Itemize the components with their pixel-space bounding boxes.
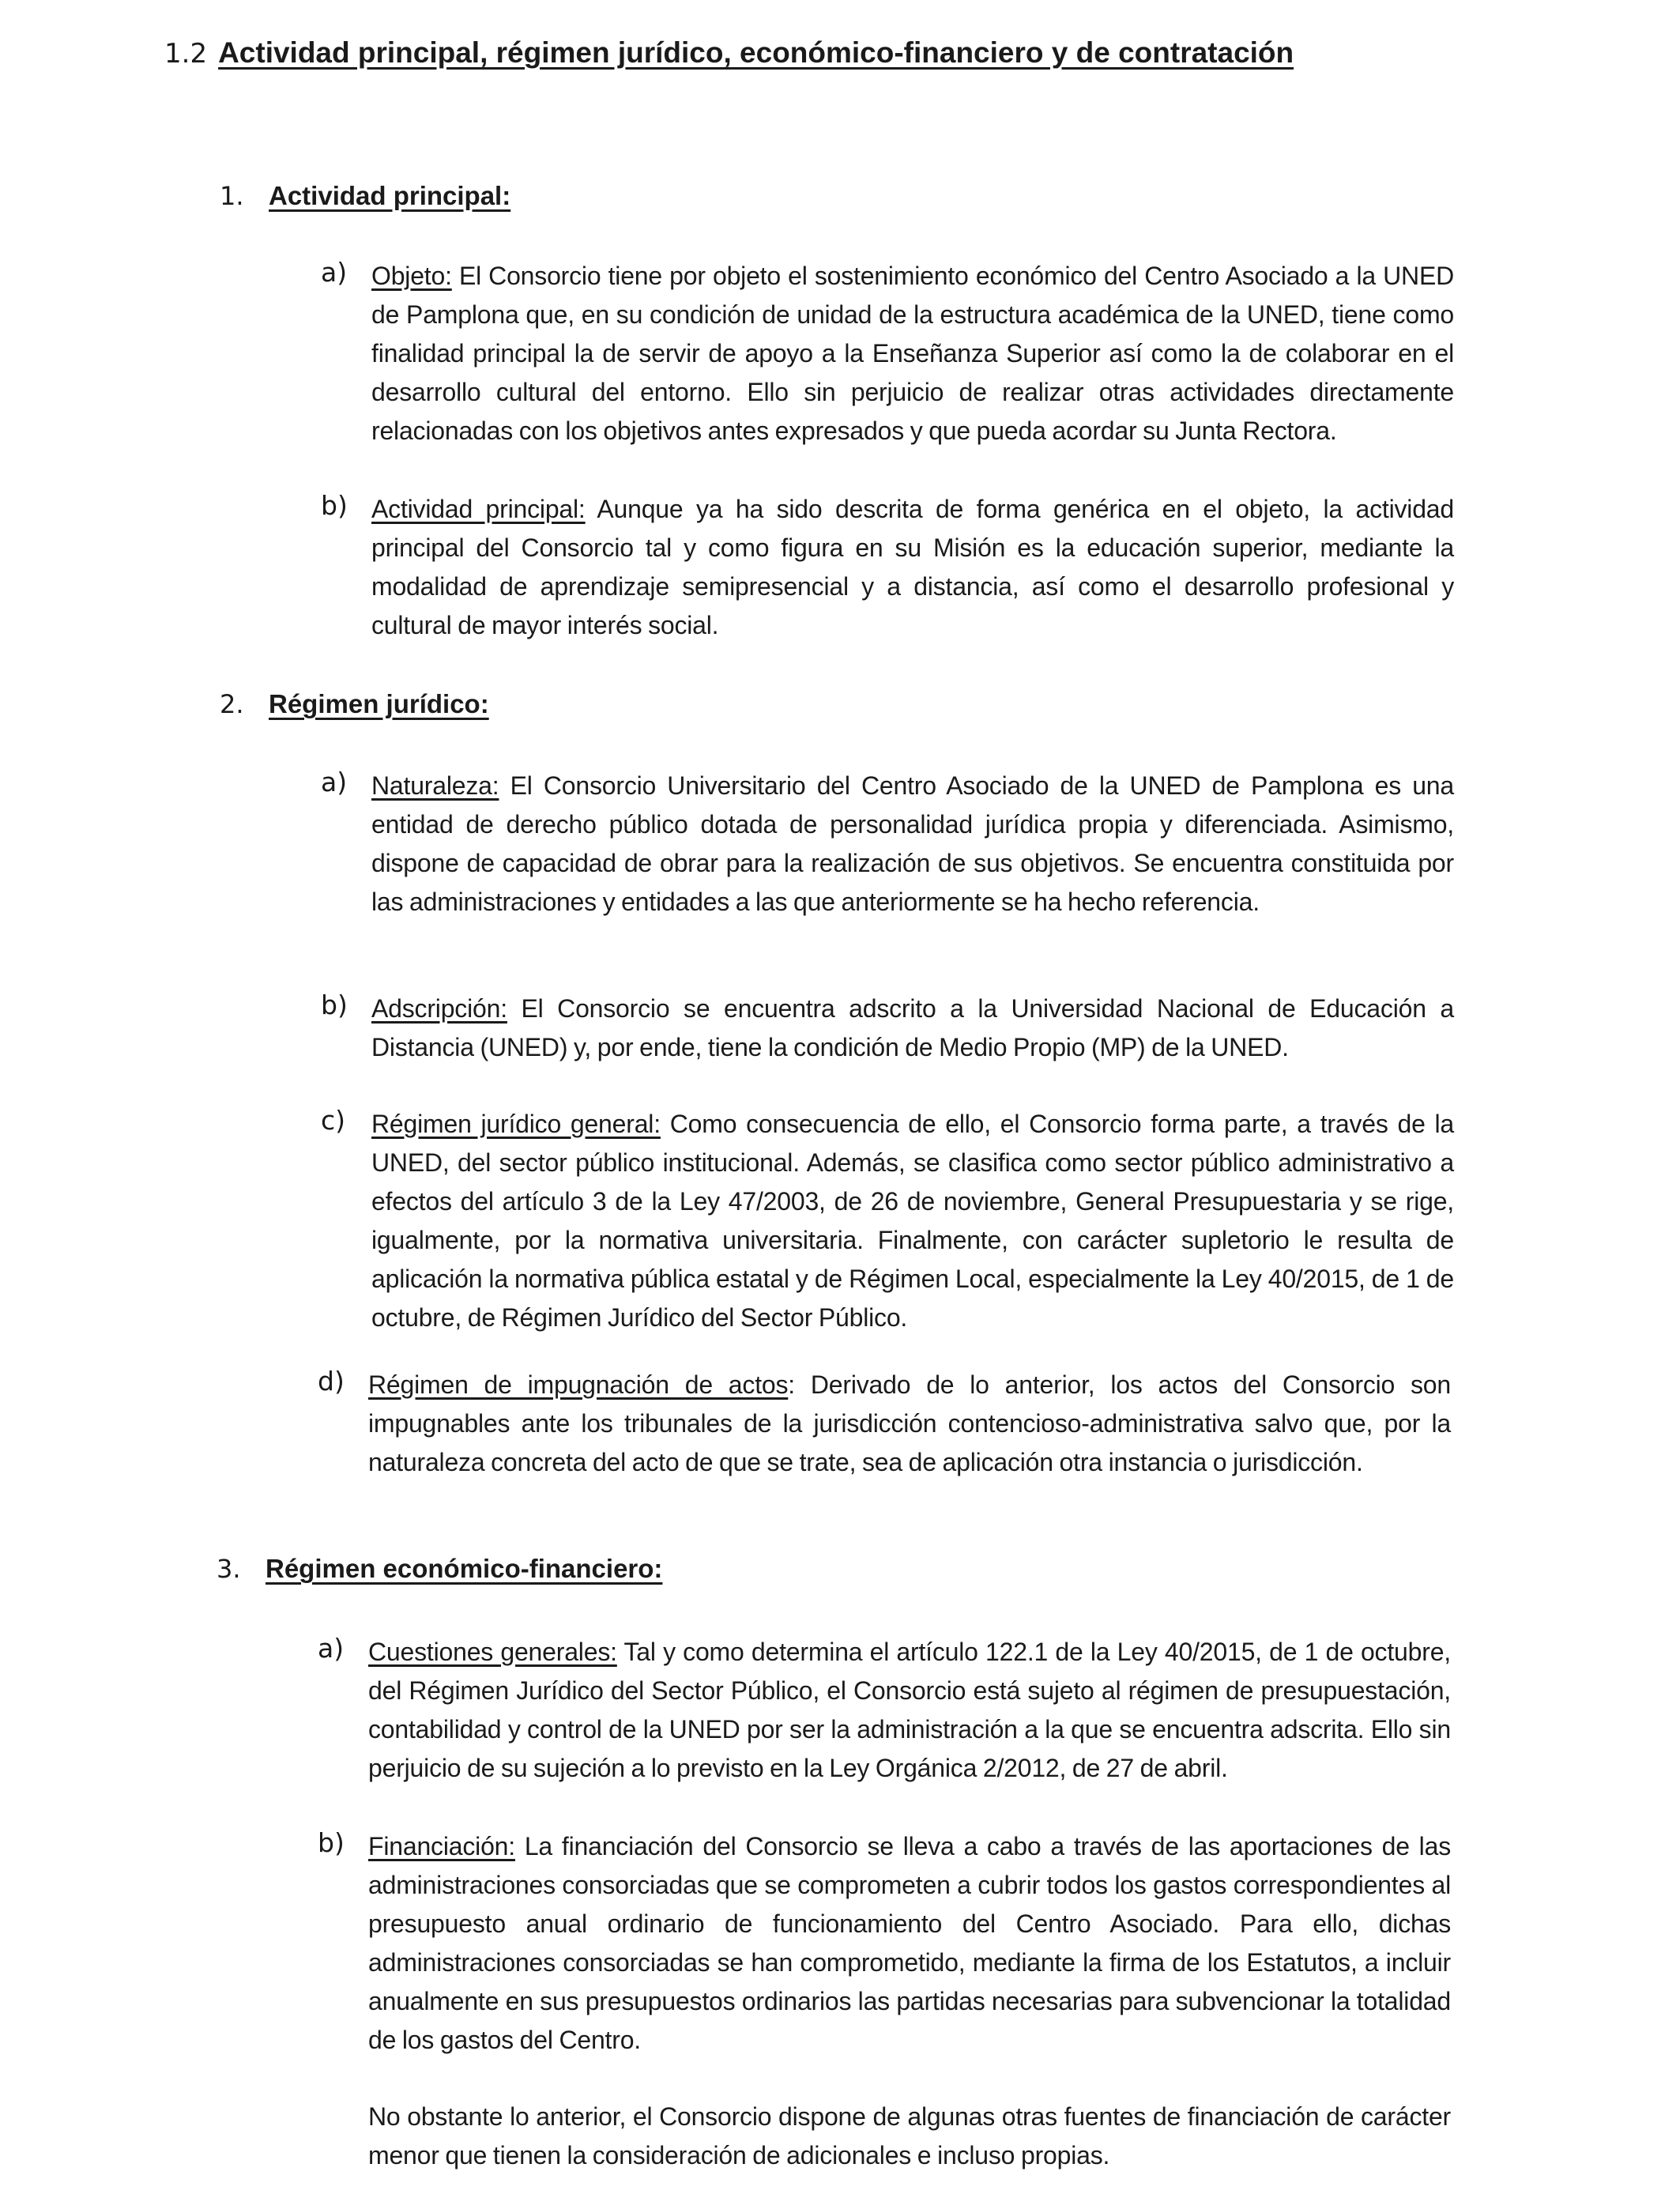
list-item-impugnacion — [318, 1366, 1451, 1482]
item-paragraph — [368, 1827, 1451, 2060]
item-marker: a) — [321, 257, 348, 288]
subsection-number: 2. — [220, 689, 244, 719]
item-paragraph — [371, 990, 1454, 1067]
item-paragraph — [368, 1633, 1451, 1788]
item-paragraph — [371, 767, 1454, 922]
item-paragraph — [371, 257, 1454, 450]
item-paragraph-extra: No obstante lo anterior, el Consorcio dispone de algunas otras fuentes de financiación de carácter menor que tienen la consideración de adicionales e incluso propias. — [368, 2102, 1451, 2169]
section-heading — [164, 33, 1294, 74]
item-text: El Consorcio tiene por objeto el sostenimiento económico del Centro Asociado a la UNED de Pamplona que, en su condición de unidad de la estructura académica de la UNED, tiene como finalidad principal la de servir de apoyo a la Enseñanza Superior así como la de colaborar en el desarrollo cultural del entorno. Ello sin perjuicio de realizar otras actividades directamente relacionadas con los objetivos antes expresados y que pueda acordar su Junta Rectora. — [371, 262, 1454, 445]
item-label: Cuestiones generales: — [368, 1638, 617, 1666]
item-text: Aunque ya ha sido descrita de forma genérica en el objeto, la actividad principal del Consorcio tal y como figura en su Misión es la educación superior, mediante la modalidad de aprendizaje semipresencial y a distancia, así como el desarrollo profesional y cultural de mayor interés social. — [371, 495, 1454, 639]
item-marker: b) — [321, 490, 348, 521]
item-marker: b) — [321, 990, 348, 1020]
subsection-heading-1 — [220, 178, 510, 214]
item-label: Adscripción: — [371, 994, 507, 1023]
item-text: : Derivado de lo anterior, los actos del Consorcio son impugnables ante los tribunales de la jurisdicción contencioso-administrativa salvo que, por la naturaleza concreta del acto de que se trate, sea de aplicación otra instancia o jurisdicción. — [368, 1370, 1451, 1476]
item-text: Como consecuencia de ello, el Consorcio forma parte, a través de la UNED, del sector público institucional. Además, se clasifica como sector público administrativo a efectos del artículo 3 de la Ley 47/2003, de 26 de noviembre, General Presupuestaria y se rige, igualmente, por la normativa universitaria. Finalmente, con carácter supletorio le resulta de aplicación la normativa pública estatal y de Régimen Local, especialmente la Ley 40/2015, de 1 de octubre, de Régimen Jurídico del Sector Público. — [371, 1110, 1454, 1332]
list-item-regimen-juridico-general — [321, 1105, 1454, 1337]
item-marker: c) — [321, 1105, 346, 1136]
item-paragraph — [368, 1366, 1451, 1482]
list-item-cuestiones-generales — [318, 1633, 1451, 1788]
item-paragraph — [371, 1105, 1454, 1337]
item-text: La financiación del Consorcio se lleva a cabo a través de las aportaciones de las administraciones consorciadas que se comprometen a cubrir todos los gastos correspondientes al presupuesto anual ordinario de funcionamiento del Centro Asociado. Para ello, dichas administraciones consorciadas se han comprometido, mediante la firma de los Estatutos, a incluir anualmente en sus presupuestos ordinarios las partidas necesarias para subvencionar la totalidad de los gastos del Centro. — [368, 1832, 1451, 2054]
subsection-title: Actividad principal: — [269, 181, 511, 210]
item-label: Régimen jurídico general: — [371, 1110, 661, 1138]
item-marker: d) — [318, 1366, 345, 1397]
subsection-number: 3. — [217, 1554, 241, 1584]
subsection-title: Régimen jurídico: — [269, 689, 489, 718]
list-item-actividad-principal — [321, 490, 1454, 645]
item-label: Objeto: — [371, 262, 452, 290]
item-paragraph — [371, 490, 1454, 645]
subsection-heading-2 — [220, 686, 489, 722]
item-label: Naturaleza: — [371, 771, 499, 800]
list-item-naturaleza — [321, 767, 1454, 922]
item-label: Régimen de impugnación de actos — [368, 1370, 789, 1399]
item-text: El Consorcio se encuentra adscrito a la Universidad Nacional de Educación a Distancia (UNED) y, por ende, tiene la condición de Medio Propio (MP) de la UNED. — [371, 994, 1454, 1061]
heading-title: Actividad principal, régimen jurídico, económico-financiero y de contratación — [218, 36, 1294, 69]
item-marker: a) — [318, 1633, 345, 1664]
item-label: Financiación: — [368, 1832, 515, 1860]
subsection-title: Régimen económico-financiero: — [266, 1554, 663, 1583]
item-marker: a) — [321, 767, 348, 797]
item-label: Actividad principal: — [371, 495, 586, 523]
list-item-adscripcion — [321, 990, 1454, 1067]
subsection-number: 1. — [220, 181, 244, 211]
item-text: Tal y como determina el artículo 122.1 de la Ley 40/2015, de 1 de octubre, del Régimen Jurídico del Sector Público, el Consorcio está sujeto al régimen de presupuestación, contabilidad y control de la UNED por ser la administración a la que se encuentra adscrita. Ello sin perjuicio de su sujeción a lo previsto en la Ley Orgánica 2/2012, de 27 de abril. — [368, 1638, 1451, 1782]
list-item-financiacion — [318, 1827, 1451, 2175]
list-item-objeto — [321, 257, 1454, 450]
heading-number: 1.2 — [164, 38, 208, 70]
subsection-heading-3 — [217, 1551, 662, 1587]
item-text: El Consorcio Universitario del Centro Asociado de la UNED de Pamplona es una entidad de derecho público dotada de personalidad jurídica propia y diferenciada. Asimismo, dispone de capacidad de obrar para la realización de sus objetivos. Se encuentra constituida por las administraciones y entidades a las que anteriormente se ha hecho referencia. — [371, 771, 1454, 916]
item-marker: b) — [318, 1827, 345, 1858]
